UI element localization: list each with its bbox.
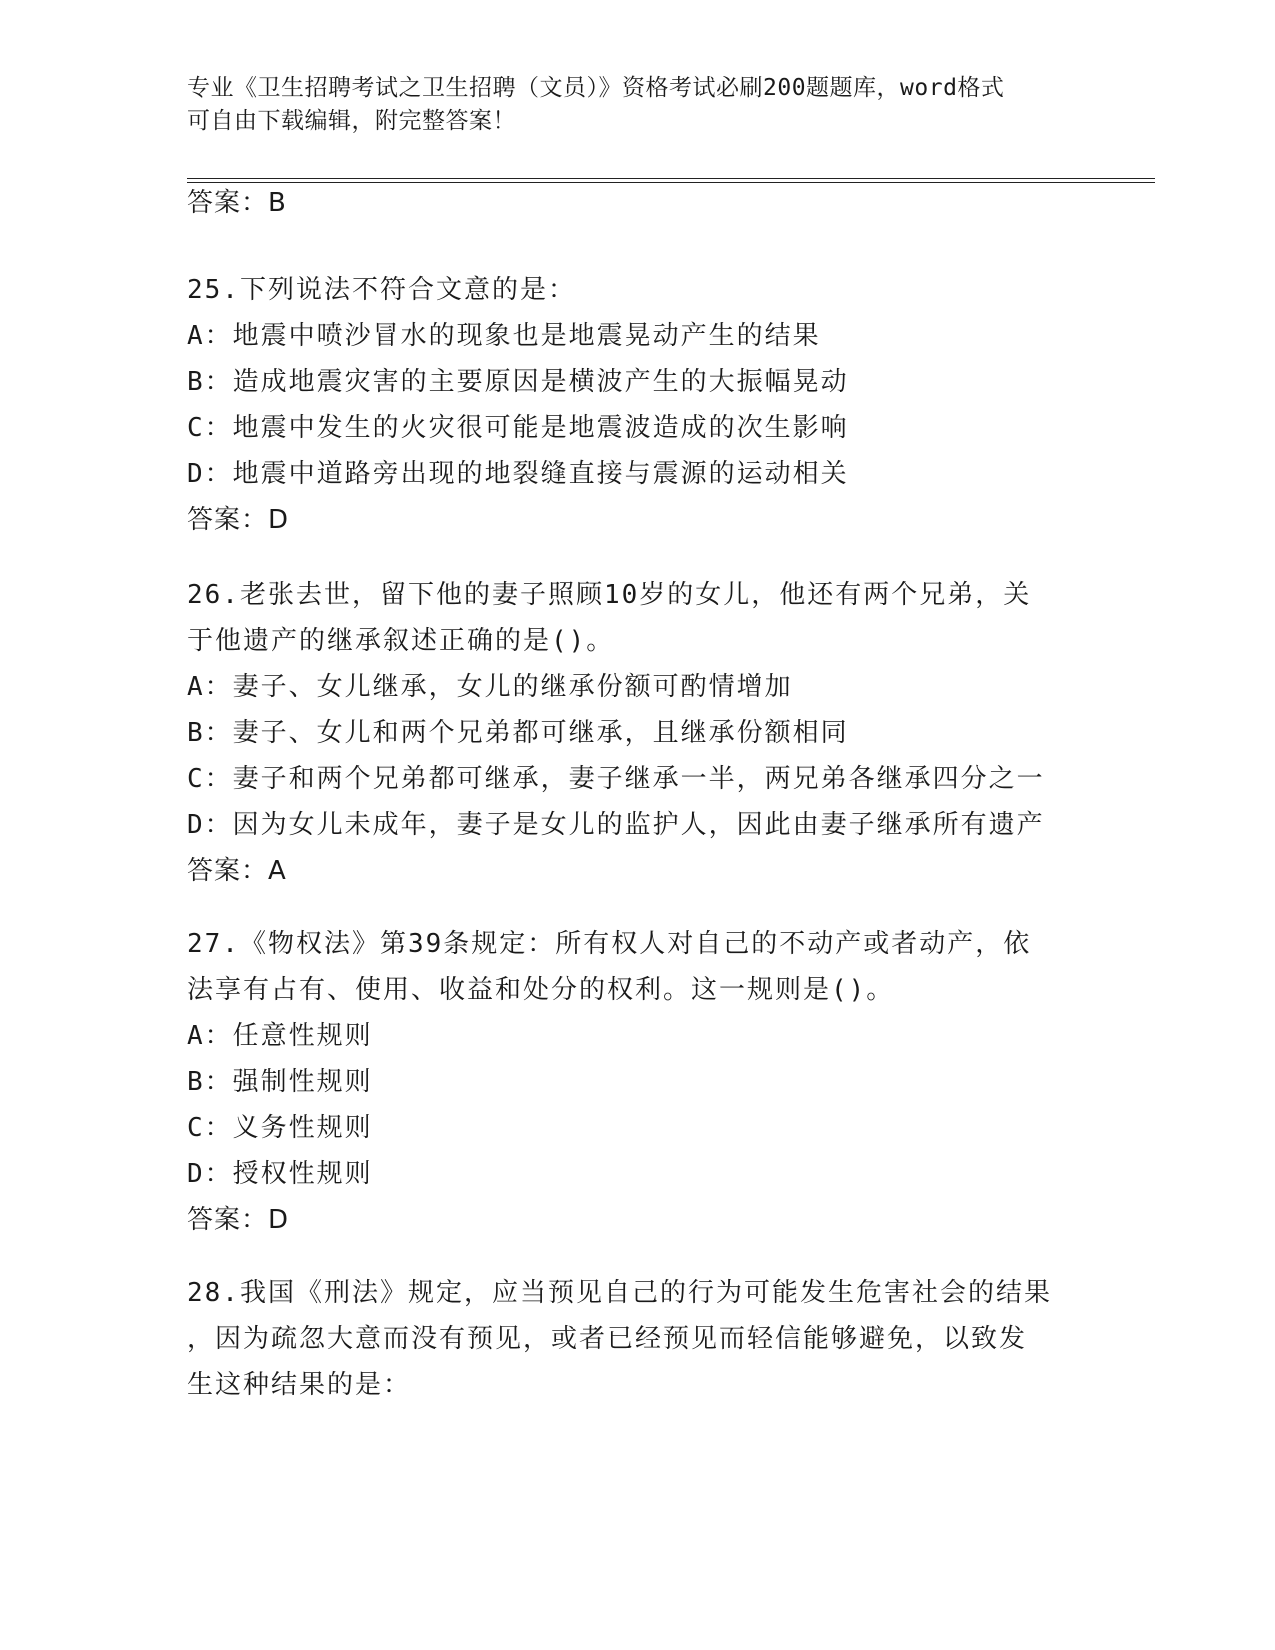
option-a: A：任意性规则 xyxy=(187,1021,373,1051)
question-25 xyxy=(187,267,1087,543)
question-26 xyxy=(187,572,1087,894)
answer-label: 答案：D xyxy=(187,505,290,535)
option-d: D：授权性规则 xyxy=(187,1159,373,1189)
option-c: C：地震中发生的火灾很可能是地震波造成的次生影响 xyxy=(187,413,849,443)
question-stem-line-2: 法享有占有、使用、收益和处分的权利。这一规则是()。 xyxy=(187,975,895,1005)
option-c: C：义务性规则 xyxy=(187,1113,373,1143)
answer-label: 答案：A xyxy=(187,856,287,886)
option-d: D：因为女儿未成年，妻子是女儿的监护人，因此由妻子继承所有遗产 xyxy=(187,810,1045,840)
previous-answer-block xyxy=(187,180,1087,226)
document-header xyxy=(187,72,1067,138)
option-a: A：妻子、女儿继承，女儿的继承份额可酌情增加 xyxy=(187,672,793,702)
option-a: A：地震中喷沙冒水的现象也是地震晃动产生的结果 xyxy=(187,321,821,351)
option-d: D：地震中道路旁出现的地裂缝直接与震源的运动相关 xyxy=(187,459,849,489)
answer-label: 答案：D xyxy=(187,1205,290,1235)
question-stem-line-2: 于他遗产的继承叙述正确的是()。 xyxy=(187,626,615,656)
header-line-1: 专业《卫生招聘考试之卫生招聘（文员）》资格考试必刷200题题库，word格式 xyxy=(187,75,1005,101)
header-line-2: 可自由下载编辑，附完整答案！ xyxy=(187,108,516,134)
question-stem-line-2: ，因为疏忽大意而没有预见，或者已经预见而轻信能够避免，以致发 xyxy=(187,1324,1028,1354)
question-28 xyxy=(187,1270,1087,1408)
answer-label: 答案：B xyxy=(187,188,287,218)
question-stem-line-3: 生这种结果的是： xyxy=(187,1370,412,1400)
question-stem-line-1: 26.老张去世，留下他的妻子照顾10岁的女儿，他还有两个兄弟，关 xyxy=(187,580,1032,610)
option-b: B：造成地震灾害的主要原因是横波产生的大振幅晃动 xyxy=(187,367,849,397)
option-b: B：强制性规则 xyxy=(187,1067,373,1097)
question-stem-line-1: 27.《物权法》第39条规定：所有权人对自己的不动产或者动产，依 xyxy=(187,929,1032,959)
question-stem: 25.下列说法不符合文意的是： xyxy=(187,275,576,305)
option-b: B：妻子、女儿和两个兄弟都可继承，且继承份额相同 xyxy=(187,718,849,748)
question-27 xyxy=(187,921,1087,1243)
question-stem-line-1: 28.我国《刑法》规定，应当预见自己的行为可能发生危害社会的结果 xyxy=(187,1278,1052,1308)
option-c: C：妻子和两个兄弟都可继承，妻子继承一半，两兄弟各继承四分之一 xyxy=(187,764,1045,794)
